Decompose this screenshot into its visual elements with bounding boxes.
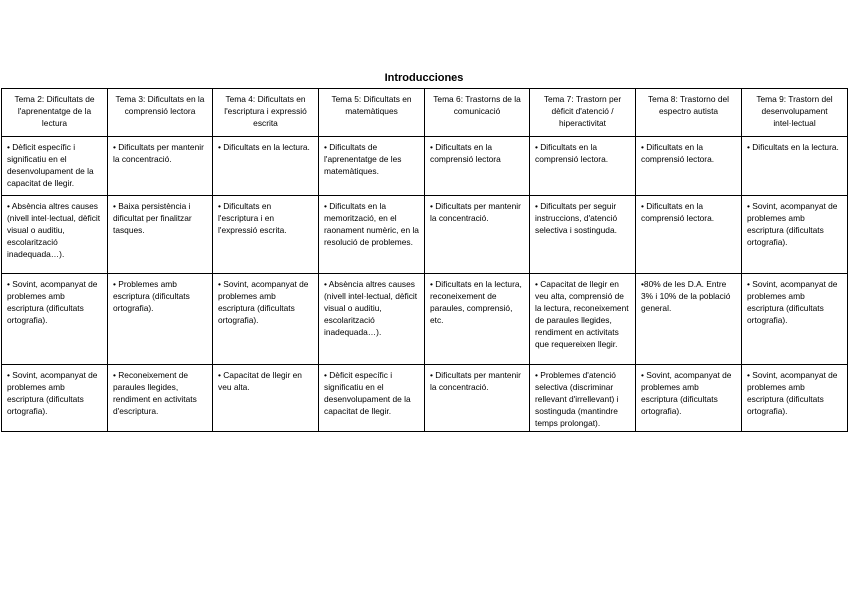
table-cell: • Dificultats en la comprensió lectora. [636, 196, 742, 274]
table-cell: • Sovint, acompanyat de problemes amb escriptura (dificultats ortografia). [213, 274, 319, 365]
table-cell: • Dificultats en la comprensió lectora. [636, 137, 742, 196]
table-cell: • Dificultats per mantenir la concentració. [425, 196, 530, 274]
table-cell: • Dificultats en la memorització, en el raonament numèric, en la resolució de problemes. [319, 196, 425, 274]
table-cell: • Sovint, acompanyat de problemes amb escriptura (dificultats ortografia). [2, 365, 108, 432]
column-header-tema-5: Tema 5: Dificultats en matemàtiques [319, 89, 425, 137]
table-cell: • Sovint, acompanyat de problemes amb escriptura (dificultats ortografia). [742, 196, 848, 274]
table-cell: • Absència altres causes (nivell intel·lectual, dèficit visual o auditiu, escolarització inadequada…). [319, 274, 425, 365]
table-cell: • Capacitat de llegir en veu alta, comprensió de la lectura, reconeixement de paraules llegides, rendiment en activitats que requereixen llegir. [530, 274, 636, 365]
column-header-tema-2: Tema 2: Dificultats de l'aprenentatge de la lectura [2, 89, 108, 137]
column-header-tema-4: Tema 4: Dificultats en l'escriptura i expressió escrita [213, 89, 319, 137]
table-cell: • Sovint, acompanyat de problemes amb escriptura (dificultats ortografia). [2, 274, 108, 365]
table-cell: • Dificultats en l'escriptura i en l'expressió escrita. [213, 196, 319, 274]
table-cell: • Dificultats en la lectura. [742, 137, 848, 196]
table-row [2, 137, 848, 196]
table-cell: • Dèficit específic i significatiu en el desenvolupament de la capacitat de llegir. [319, 365, 425, 432]
table-cell: • Problemes d'atenció selectiva (discriminar rellevant d'irrellevant) i sostinguda (mantindre temps prolongat). [530, 365, 636, 432]
table-row [2, 274, 848, 365]
table-cell: • Dificultats per mantenir la concentració. [108, 137, 213, 196]
table-row [2, 196, 848, 274]
column-header-tema-7: Tema 7: Trastorn per dèficit d'atenció / hiperactivitat [530, 89, 636, 137]
header-row [2, 89, 848, 137]
table-row [2, 365, 848, 432]
table-cell: • Dificultats en la comprensió lectora. [530, 137, 636, 196]
page-title: Introducciones [384, 72, 464, 84]
table-cell: •80% de les D.A. Entre 3% i 10% de la població general. [636, 274, 742, 365]
table-cell: • Dèficit específic i significatiu en el desenvolupament de la capacitat de llegir. [2, 137, 108, 196]
table-cell: • Capacitat de llegir en veu alta. [213, 365, 319, 432]
table-cell: • Dificultats de l'aprenentatge de les matemàtiques. [319, 137, 425, 196]
column-header-tema-3: Tema 3: Dificultats en la comprensió lectora [108, 89, 213, 137]
table-cell: • Dificultats en la lectura, reconeixement de paraules, comprensió, etc. [425, 274, 530, 365]
table-cell: • Dificultats per mantenir la concentració. [425, 365, 530, 432]
table-cell: • Sovint, acompanyat de problemes amb escriptura (dificultats ortografia). [742, 274, 848, 365]
table-cell: • Dificultats per seguir instruccions, d'atenció selectiva i sostinguda. [530, 196, 636, 274]
column-header-tema-9: Tema 9: Trastorn del desenvolupament intel·lectual [742, 89, 848, 137]
table-cell: • Problemes amb escriptura (dificultats ortografia). [108, 274, 213, 365]
table-cell: • Baixa persistència i dificultat per finalitzar tasques. [108, 196, 213, 274]
column-header-tema-6: Tema 6: Trastorns de la comunicació [425, 89, 530, 137]
table-cell: • Reconeixement de paraules llegides, rendiment en activitats d'escriptura. [108, 365, 213, 432]
table-cell: • Sovint, acompanyat de problemes amb escriptura (dificultats ortografia). [742, 365, 848, 432]
table-cell: • Dificultats en la lectura. [213, 137, 319, 196]
table-cell: • Absència altres causes (nivell intel·lectual, dèficit visual o auditiu, escolarització inadequada…). [2, 196, 108, 274]
column-header-tema-8: Tema 8: Trastorno del espectro autista [636, 89, 742, 137]
table-cell: • Sovint, acompanyat de problemes amb escriptura (dificultats ortografia). [636, 365, 742, 432]
table-cell: • Dificultats en la comprensió lectora [425, 137, 530, 196]
comparison-table [1, 88, 848, 432]
